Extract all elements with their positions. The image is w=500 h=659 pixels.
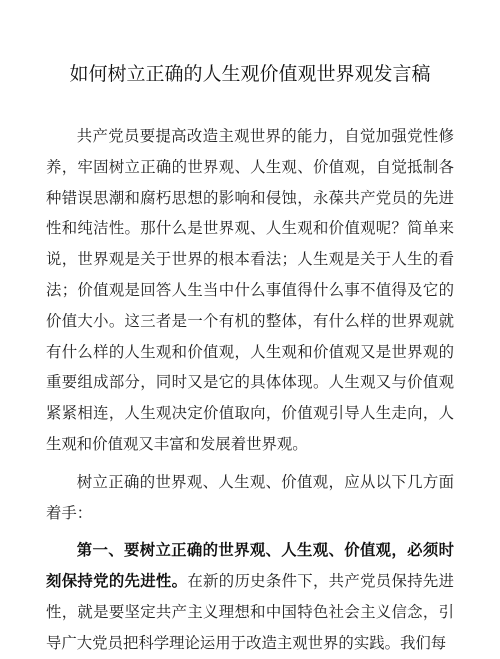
point-one-heading: 第一、要树立正确的世界观、人生观、价值观，必须时刻保持党的先进性。 <box>46 541 454 591</box>
paragraph-approach-text: 树立正确的世界观、人生观、价值观，应从以下几方面着手： <box>46 472 454 522</box>
point-one-text: 在新的历史条件下，共产党员保持先进性，就是要坚定共产主义理想和中国特色社会主义信念，引导广大党员把科学理论运用于改造主观世界的实践。我们每 <box>46 572 454 652</box>
paragraph-point-one <box>46 535 454 658</box>
document-body <box>46 121 454 659</box>
paragraph-intro-text: 共产党员要提高改造主观世界的能力，自觉加强党性修养，牢固树立正确的世界观、人生观、价值观，自觉抵制各种错误思潮和腐朽思想的影响和侵蚀，永葆共产党员的先进性和纯洁性。那什么是世界观、人生观和价值观呢？简单来说，世界观是关于世界的根本看法；人生观是关于人生的看法；价值观是回答人生当中什么事值得什么事不值得及它的价值大小。这三者是一个有机的整体，有什么样的世界观就有什么样的人生观和价值观，人生观和价值观又是世界观的重要组成部分，同时又是它的具体体现。人生观又与价值观紧紧相连，人生观决定价值取向，价值观引导人生走向，人生观和价值观又丰富和发展着世界观。 <box>46 127 454 453</box>
paragraph-approach <box>46 467 454 529</box>
paragraph-intro <box>46 121 454 460</box>
document-title: 如何树立正确的人生观价值观世界观发言稿 <box>69 63 431 85</box>
